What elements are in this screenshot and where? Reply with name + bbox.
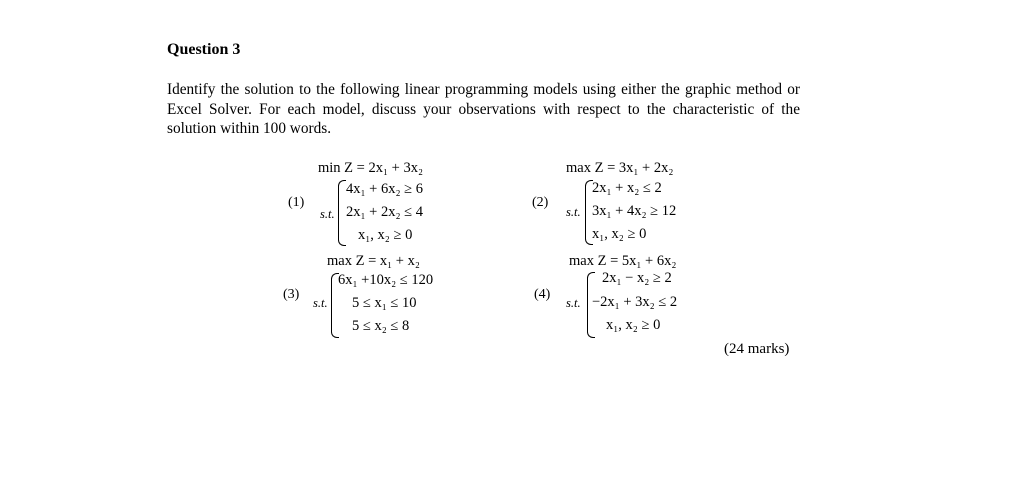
constraint-brace (338, 180, 346, 246)
objective-function: max Z = 5x₁ + 6x₂ (569, 253, 677, 269)
constraint: 5 ≤ x₂ ≤ 8 (352, 318, 410, 334)
subject-to-label: s.t. (566, 205, 581, 219)
constraint: x₁, x₂ ≥ 0 (358, 227, 413, 243)
constraint: −2x₁ + 3x₂ ≤ 2 (592, 294, 678, 310)
model-number: (1) (288, 195, 305, 210)
objective-function: max Z = x₁ + x₂ (327, 253, 420, 269)
constraint: 6x₁ +10x₂ ≤ 120 (338, 272, 434, 288)
constraint: 3x₁ + 4x₂ ≥ 12 (592, 203, 677, 219)
subject-to-label: s.t. (313, 296, 328, 310)
question-heading: Question 3 (167, 41, 241, 58)
subject-to-label: s.t. (566, 296, 581, 310)
subject-to-label: s.t. (320, 207, 335, 221)
constraint: x₁, x₂ ≥ 0 (592, 226, 647, 242)
objective-function: min Z = 2x₁ + 3x₂ (318, 160, 424, 176)
model-number: (3) (283, 287, 300, 302)
constraint: 5 ≤ x₁ ≤ 10 (352, 295, 417, 311)
model-number: (4) (534, 287, 551, 302)
objective-function: max Z = 3x₁ + 2x₂ (566, 160, 674, 176)
question-instructions: Identify the solution to the following linear programming models using either the graphic method or Excel Solver. For each model, discuss your observations with respect to the characteristic of the solution within 100 words. (167, 81, 800, 137)
constraint: 2x₁ + x₂ ≤ 2 (592, 180, 662, 196)
constraint: 2x₁ − x₂ ≥ 2 (602, 270, 672, 286)
constraint: 2x₁ + 2x₂ ≤ 4 (346, 204, 423, 220)
marks-label: (24 marks) (724, 341, 790, 357)
constraint: 4x₁ + 6x₂ ≥ 6 (346, 181, 423, 197)
constraint: x₁, x₂ ≥ 0 (606, 317, 661, 333)
model-number: (2) (532, 195, 549, 210)
